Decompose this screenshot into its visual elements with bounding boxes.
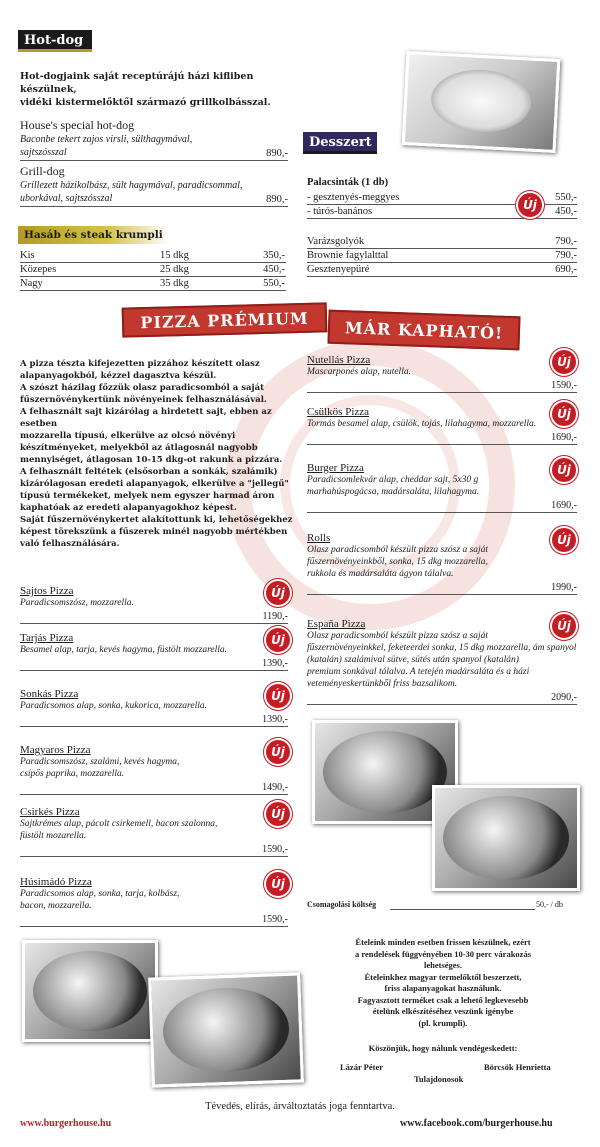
price-line	[307, 248, 577, 249]
price-line	[20, 206, 288, 207]
pizza-desc: Paradicsomlekvár alap, cheddar sajt, 5x30 g	[307, 475, 479, 485]
pizza-intro-line: A szószt házilag főzzük olasz paradicsomból a saját	[20, 383, 265, 393]
pizza-item	[307, 462, 577, 513]
price-line	[20, 160, 288, 161]
packaging-price: 50,- / db	[536, 900, 563, 909]
owner-name: Börcsök Henrietta	[484, 1062, 551, 1072]
item-name: Grill-dog	[20, 164, 65, 178]
pizza-price: 1390,-	[262, 714, 288, 725]
new-badge: Új	[264, 870, 292, 898]
price-line	[307, 276, 577, 277]
pizza-desc: csípős paprika, mozzarella.	[20, 769, 125, 779]
price-line	[20, 782, 288, 795]
pizza-price: 1690,-	[551, 500, 577, 511]
dessert-name: Gesztenyepüré	[307, 264, 370, 275]
dessert-price: 690,-	[555, 264, 577, 275]
thanks-text: Köszönjük, hogy nálunk vendégeskedett:	[368, 1043, 518, 1053]
pizza-intro-line: kaphatóak az eredeti alapanyagokhoz képest.	[20, 503, 237, 513]
pizza-name: Sajtos Pizza	[20, 585, 74, 597]
pizza-desc: (katalán) szalámival sütve, sütés után spanyol (katalán)	[307, 655, 519, 665]
fries-weight: 35 dkg	[160, 278, 189, 289]
pizza-intro-line: Saját fűszernövénykertet alakítottunk ki, lehetőségekhez	[20, 515, 293, 525]
pizza-intro-line: kizárólagosan eredeti alapanyagok, elkerülve a "jellegű"	[20, 479, 289, 489]
new-badge: Új	[550, 456, 578, 484]
price-line	[20, 276, 286, 277]
pizza-desc: bacon, mozzarella.	[20, 901, 92, 911]
plate-shape	[443, 796, 569, 880]
footer-note-line: Ételeink minden esetben frissen készülnek, ezért	[355, 937, 531, 947]
plate-shape	[323, 731, 447, 813]
dessert-name: Varázsgolyók	[307, 236, 365, 247]
pizza-item	[20, 688, 288, 727]
new-badge: Új	[264, 682, 292, 710]
palacsinta-label: Palacsinták (1 db)	[307, 177, 389, 188]
pizza-desc: Olasz paradicsomból készült pizza szósz a saját	[307, 545, 489, 555]
pizza-name: Magyaros Pizza	[20, 744, 91, 756]
dessert-name: - túrós-banános	[307, 206, 373, 217]
pizza-desc: rukkola és madársaláta ágyon tálalva.	[307, 569, 454, 579]
pizza-intro-line: típusú termékeket, melyek nem egyszer harmad áron	[20, 491, 275, 501]
owners-role: Tulajdonosok	[414, 1074, 464, 1084]
pizza-intro-line: való felhasználására.	[20, 539, 120, 549]
pizza-name: Nutellás Pizza	[307, 354, 371, 366]
new-badge: Új	[264, 738, 292, 766]
pizza-intro	[20, 358, 300, 550]
new-badge: Új	[550, 348, 578, 376]
footer-note-line: Fagyasztott terméket csak a lehető legkevesebb	[357, 994, 529, 1005]
price-line	[20, 290, 286, 291]
new-badge: Új	[264, 800, 292, 828]
pizza-price: 1690,-	[551, 432, 577, 443]
pizza-name: Tarjás Pizza	[20, 632, 74, 644]
pizza-item	[307, 618, 577, 705]
footer-note-line: Ételeinkhez magyar termelőktől beszerzett,	[364, 971, 522, 982]
dessert-name: Brownie fagylalttal	[307, 250, 389, 261]
footer-note-line: (pl. krumpli).	[418, 1017, 468, 1028]
dessert-price: 790,-	[555, 250, 577, 261]
item-desc: Baconbe tekert zajos virsli, sülthagymával,	[20, 134, 193, 145]
pizza-name: Sonkás Pizza	[20, 688, 79, 700]
item-price: 890,-	[266, 148, 288, 159]
plate-shape	[33, 951, 147, 1031]
item-desc: sajtszósszal	[20, 147, 67, 158]
new-badge: Új	[550, 400, 578, 428]
fries-weight: 15 dkg	[160, 250, 189, 261]
new-badge: Új	[550, 612, 578, 640]
pizza-desc: Besamel alap, tarja, kevés hagyma, füstölt mozzarella.	[20, 645, 228, 655]
pizza-desc: fűszernövényeinkkel, feketeerdei sonka, 15 dkg mozzarella, ám spanyol	[307, 643, 577, 653]
dessert-price: 450,-	[555, 206, 577, 217]
footer-notes	[318, 937, 568, 1029]
pizza-desc: Mascarponés alap, nutella.	[307, 367, 411, 377]
pizza-desc: Paradicsomos alap, sonka, kukorica, mozzarella.	[20, 701, 207, 711]
price-line	[307, 218, 577, 219]
pizza-desc: veteményeskertünkből friss bazsalikom.	[307, 679, 458, 689]
pizza-name: Csülkös Pizza	[307, 406, 370, 418]
pizza-price: 1190,-	[262, 611, 288, 622]
fries-price: 350,-	[263, 250, 285, 261]
pizza-intro-line: alapanyagokból, kézzel dagasztva készül.	[20, 371, 217, 381]
price-line	[20, 262, 286, 263]
hasab-title: Hasáb és steak krumpli	[18, 226, 170, 244]
pizza-desc: Paradicsomszósz, szalámi, kevés hagyma,	[20, 757, 180, 767]
price-line	[307, 692, 577, 705]
pizza-item	[20, 876, 288, 927]
footer-note-line: a rendelések függvényében 10-30 perc várakozás	[354, 948, 532, 959]
pizza-premium-banner: PIZZA PRÉMIUM	[122, 302, 328, 337]
pizza-name: Rolls	[307, 532, 331, 544]
pizza-item	[20, 585, 288, 624]
fries-size: Nagy	[20, 278, 43, 289]
mar-kaphato-banner: MÁR KAPHATÓ!	[327, 310, 520, 351]
pizza-name: Húsimádó Pizza	[20, 876, 92, 888]
hotdog-intro	[20, 70, 290, 109]
disclaimer: Tévedés, elírás, árváltoztatás joga fenntartva.	[205, 1101, 395, 1112]
new-badge: Új	[264, 626, 292, 654]
hotdog-intro-line: Hot-dogjaink saját receptúrájú házi kifliben készülnek,	[20, 71, 254, 95]
owner-name: Lázár Péter	[340, 1062, 384, 1072]
pizza-price: 2090,-	[551, 692, 577, 703]
price-line	[307, 380, 577, 393]
dessert-price: 550,-	[555, 192, 577, 203]
website-link[interactable]: www.burgerhouse.hu	[20, 1118, 112, 1129]
pizza-item	[20, 632, 288, 671]
item-name: House's special hot-dog	[20, 118, 135, 132]
pizza-intro-line: A pizza tészta kifejezetten pizzához készített olasz	[20, 359, 260, 369]
price-line	[307, 262, 577, 263]
price-line	[20, 844, 288, 857]
facebook-link[interactable]: www.facebook.com/burgerhouse.hu	[400, 1118, 553, 1129]
pizza-desc: Sajtkrémes alap, pácolt csirkemell, bacon szalonna,	[20, 819, 218, 829]
fries-price: 550,-	[263, 278, 285, 289]
plate-shape	[429, 67, 532, 134]
dessert-price: 790,-	[555, 236, 577, 247]
pizza-item	[307, 406, 577, 445]
pizza-photo	[148, 972, 304, 1087]
pizza-price: 1390,-	[262, 658, 288, 669]
item-price: 890,-	[266, 194, 288, 205]
price-line	[390, 909, 535, 910]
hotdog-intro-line: vidéki kistermelőktől származó grillkolbásszal.	[20, 97, 271, 108]
pizza-price: 1590,-	[262, 844, 288, 855]
item-desc: Grillezett házikolbász, sült hagymával, paradicsommal,	[20, 180, 243, 191]
pizza-desc: Paradicsomos alap, sonka, tarja, kolbász,	[20, 889, 180, 899]
new-badge: Új	[516, 191, 544, 219]
pizza-price: 1590,-	[551, 380, 577, 391]
fries-price: 450,-	[263, 264, 285, 275]
dessert-name: - gesztenyés-meggyes	[307, 192, 400, 203]
price-line	[20, 658, 288, 671]
fries-weight: 25 dkg	[160, 264, 189, 275]
pizza-name: Burger Pizza	[307, 462, 364, 474]
item-desc: uborkával, sajtszósszal	[20, 193, 113, 204]
footer-note-line: friss alapanyagokat használunk.	[384, 983, 502, 993]
pizza-intro-line: fűszernövénykertünk növényeinek felhasználásával.	[20, 395, 267, 405]
price-line	[20, 714, 288, 727]
pizza-intro-line: mozzarella típusú, elkerülve az olcsó növényi	[20, 431, 236, 441]
pizza-price: 1490,-	[262, 782, 288, 793]
price-line	[307, 582, 577, 595]
pizza-intro-line: A felhasznált feltétek (elsősorban a sonkák, szalámik)	[20, 467, 278, 477]
pizza-desc: marhahúspogácsa, madársaláta, lilahagyma.	[307, 487, 480, 497]
packaging-label: Csomagolási költség	[307, 900, 377, 909]
price-line	[20, 611, 288, 624]
pizza-desc: premium sonkával tálalva. A tetején madársaláta és a házi	[307, 667, 530, 677]
pizza-intro-line: készítményeket, melyekből az átlagosnál nagyobb	[20, 443, 258, 453]
pizza-intro-line: képest törekszünk a fűszerek minél nagyobb mértékben	[20, 527, 288, 537]
pizza-desc: Olasz paradicsomból készült pizza szósz a saját	[307, 631, 489, 641]
fries-size: Kis	[20, 250, 35, 261]
new-badge: Új	[264, 579, 292, 607]
pizza-name: España Pizza	[307, 618, 366, 630]
pizza-item	[20, 806, 288, 857]
pizza-desc: fűszernövényeinkből, sonka, 15 dkg mozzarella,	[307, 557, 488, 567]
pizza-intro-line: A felhasznált sajt kizárólag a hirdetett sajt, ebben az esetben	[20, 407, 272, 429]
pizza-intro-line: mennyiséget, átlagosan 10-15 dkg-ot rakunk a pizzára.	[20, 455, 283, 465]
hotdog-title: Hot-dog	[18, 30, 92, 52]
pizza-price: 1590,-	[262, 914, 288, 925]
desszert-title: Desszert	[303, 132, 377, 154]
pizza-name: Csirkés Pizza	[20, 806, 80, 818]
pizza-item	[20, 744, 288, 795]
dessert-photo	[402, 51, 561, 153]
pizza-item	[307, 532, 577, 595]
pizza-price: 1990,-	[551, 582, 577, 593]
price-line	[20, 914, 288, 927]
footer-note-line: ételünk elkészítéséhez veszünk igénybe	[372, 1006, 514, 1016]
pizza-photo	[22, 940, 158, 1042]
pizza-desc: Paradicsomszósz, mozzarella.	[20, 598, 134, 608]
price-line	[307, 432, 577, 445]
pizza-desc: füstölt mozarella.	[20, 831, 87, 841]
price-line	[307, 500, 577, 513]
plate-shape	[162, 986, 291, 1074]
pizza-item	[307, 354, 577, 393]
pizza-desc: Tormás besamel alap, csülök, tojás, lilahagyma, mozzarella.	[307, 419, 537, 429]
new-badge: Új	[550, 526, 578, 554]
fries-size: Közepes	[20, 264, 57, 275]
footer-note-line: lehetséges.	[423, 960, 462, 970]
pizza-photo	[432, 785, 580, 891]
